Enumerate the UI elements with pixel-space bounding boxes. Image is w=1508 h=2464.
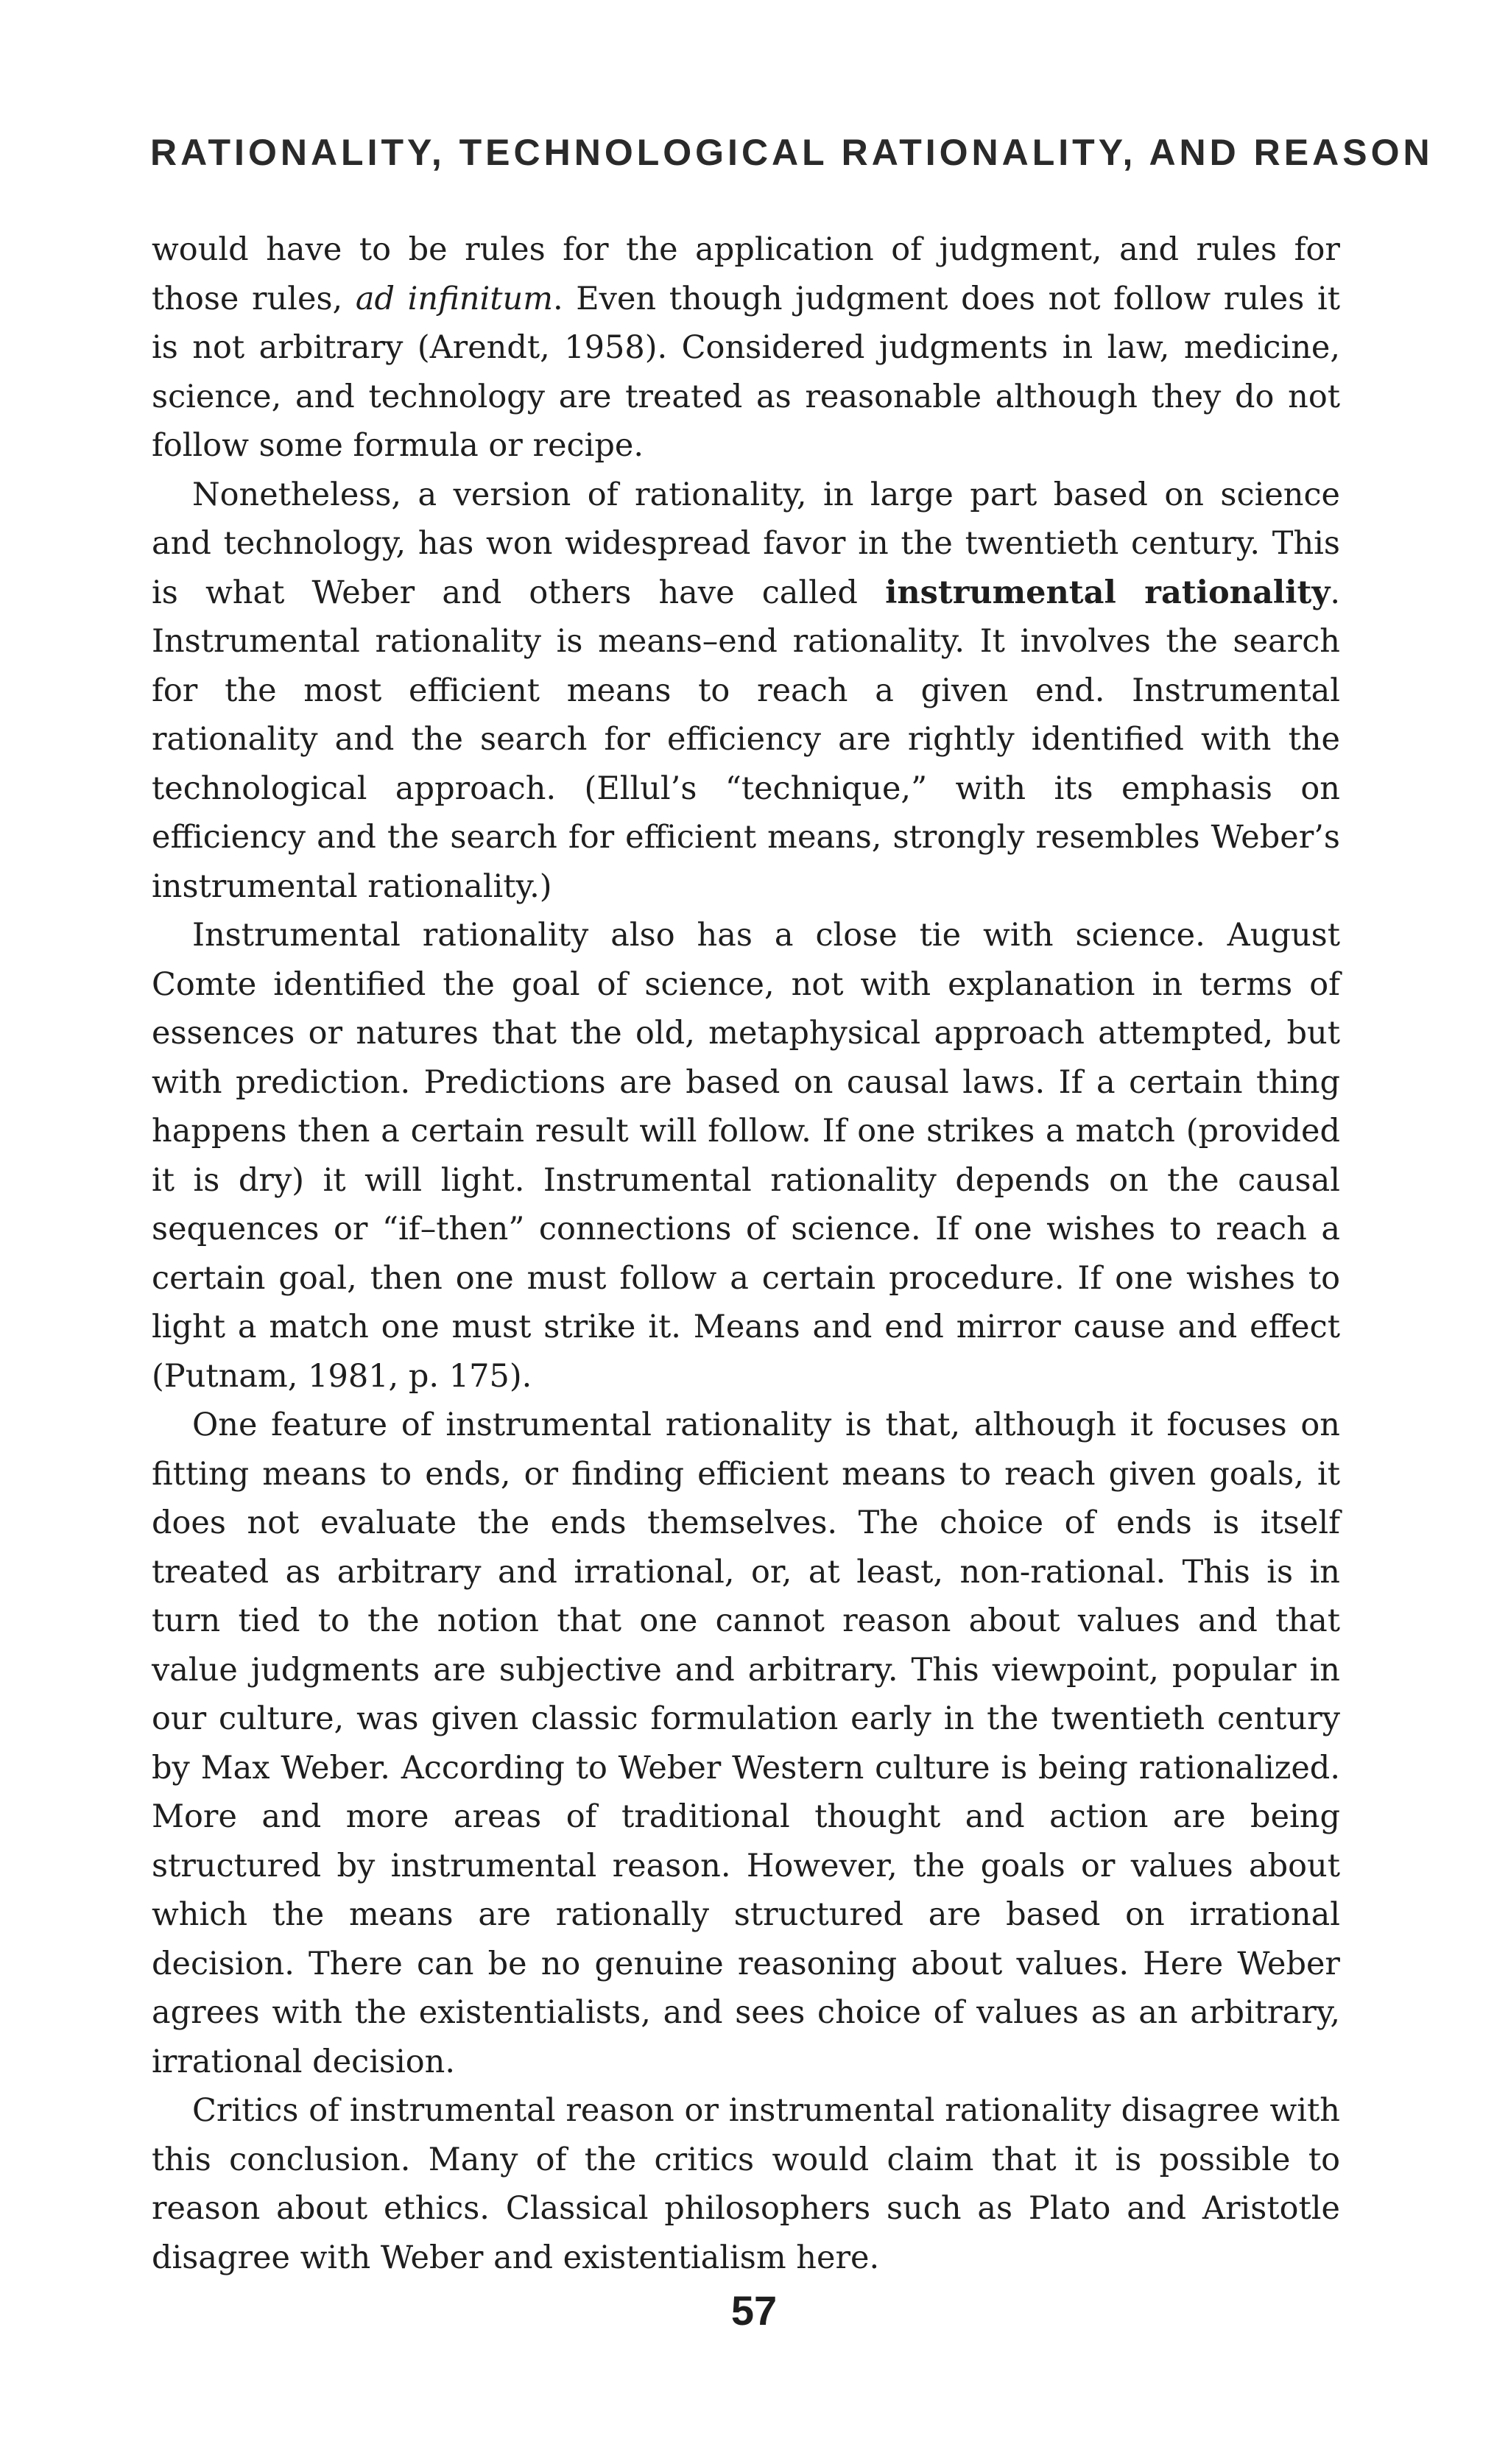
page-number: 57 (730, 2287, 778, 2334)
paragraph-1-text-c: . Even though judgment does not follow rules it is not arbitrary (Arendt, 1958). Considered judgments in law, medicine, science, and technology are treated as reasonable although they do not follow some formula or recipe. (152, 280, 1340, 464)
running-header: RATIONALITY, TECHNOLOGICAL RATIONALITY, AND REASON (150, 132, 1434, 173)
paragraph-2-text-c: . Instrumental rationality is means–end rationality. It involves the search for the most efficient means to reach a given end. Instrumental rationality and the search for efficiency are rightly identified with the technological approach. (Ellul’s “technique,” with its emphasis on efficiency and the search for efficient means, strongly resembles Weber’s instrumental rationality.) (152, 574, 1340, 905)
paragraph-2-text-a: Nonetheless, a version of rationality, in large part based on science and technology, has won widespread favor in the twentieth century. This is what Weber and others have called (152, 476, 1340, 611)
paragraph-1-italic-term: ad infinitum (355, 280, 553, 317)
body-text (152, 225, 1340, 2282)
paragraph-2-bold-term: instrumental rationality (885, 574, 1331, 611)
paragraph-3: Instrumental rationality also has a close tie with science. August Comte identified the goal of science, not with explanation in terms of essences or natures that the old, metaphysical approach attempted, but with prediction. Predictions are based on causal laws. If a certain thing happens then a certain result will follow. If one strikes a match (provided it is dry) it will light. Instrumental rationality depends on the causal sequences or “if–then” connections of science. If one wishes to reach a certain goal, then one must follow a certain procedure. If one wishes to light a match one must strike it. Means and end mirror cause and effect (Putnam, 1981, p. 175). (152, 917, 1340, 1395)
paragraph-2 (152, 471, 1340, 912)
paragraph-5: Critics of instrumental reason or instrumental rationality disagree with this conclusion. Many of the critics would claim that it is possible to reason about ethics. Classical philosophers such as Plato and Aristotle disagree with Weber and existentialism here. (152, 2092, 1340, 2276)
paragraph-1 (152, 225, 1340, 471)
paragraph-1-text-a: would have to be rules for the application of judgment, and rules for those rules, (152, 231, 1340, 317)
paragraph-4: One feature of instrumental rationality is that, although it focuses on fitting means to ends, or finding efficient means to reach given goals, it does not evaluate the ends themselves. The choice of ends is itself treated as arbitrary and irrational, or, at least, non-rational. This is in turn tied to the notion that one cannot reason about values and that value judgments are subjective and arbitrary. This viewpoint, popular in our culture, was given classic formulation early in the twentieth century by Max Weber. According to Weber Western culture is being rationalized. More and more areas of traditional thought and action are being structured by instrumental reason. However, the goals or values about which the means are rationally structured are based on irrational decision. There can be no genuine reasoning about values. Here Weber agrees with the existentialists, and sees choice of values as an arbitrary, irrational decision. (152, 1407, 1340, 2080)
